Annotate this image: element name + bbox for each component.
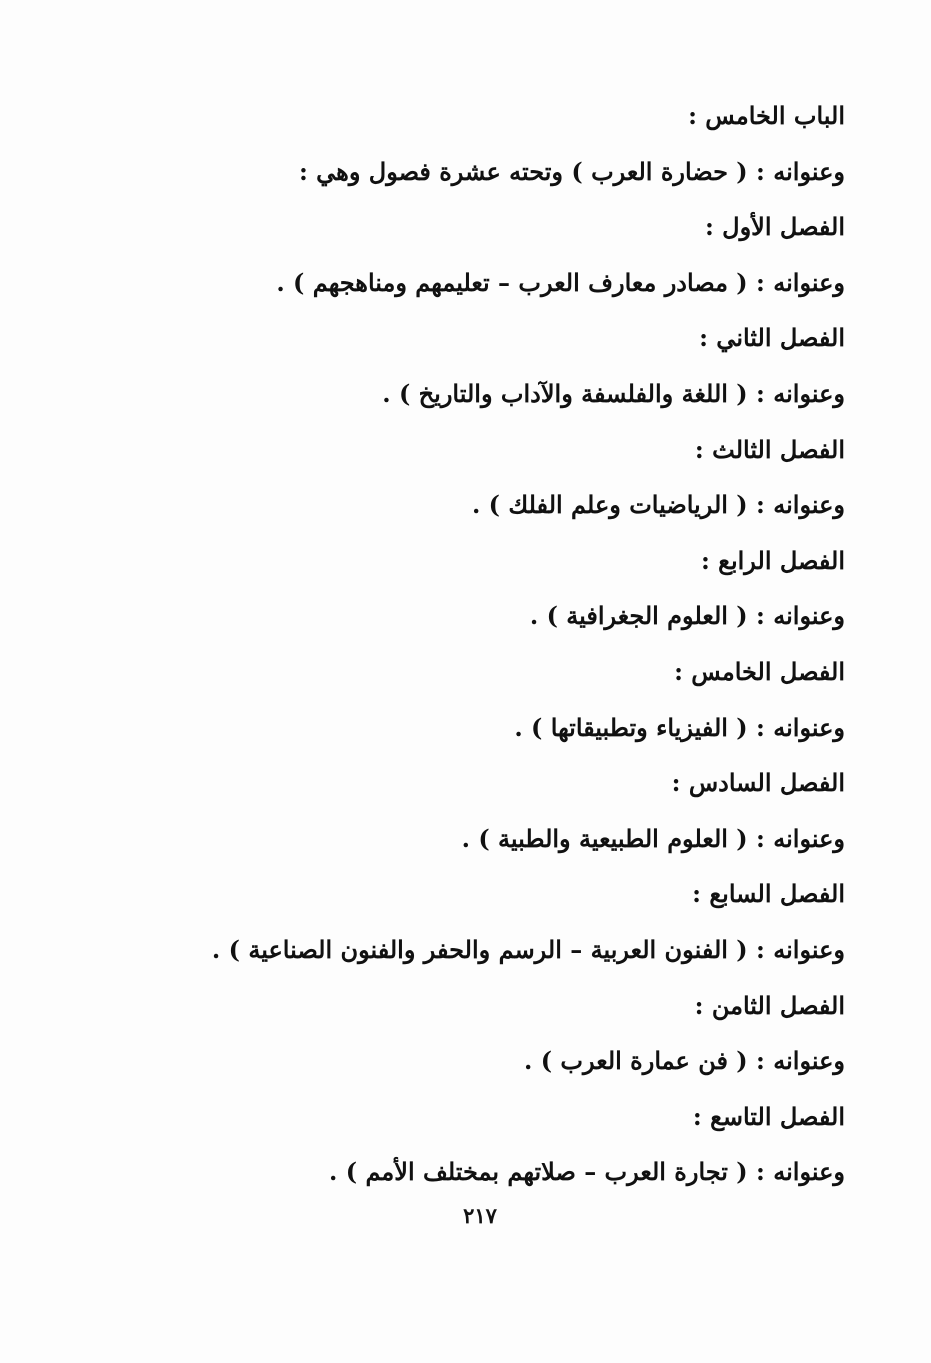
chapter-7-heading: الفصل السابع : [692, 879, 845, 909]
chapter-5-heading: الفصل الخامس : [674, 656, 845, 686]
chapter-9-title: وعنوانه : ( تجارة العرب – صلاتهم بمختلف الأمم ) . [329, 1157, 845, 1187]
page-number: ٢١٧ [463, 1203, 497, 1228]
chapter-3-heading: الفصل الثالث : [694, 434, 845, 464]
part-title-line: وعنوانه : ( حضارة العرب ) وتحته عشرة فصول وهي : [298, 156, 845, 186]
chapter-6-heading: الفصل السادس : [671, 768, 845, 798]
chapter-1-title: وعنوانه : ( مصادر معارف العرب – تعليمهم ومناهجهم ) . [276, 267, 845, 297]
part-heading: الباب الخامس : [688, 101, 845, 130]
chapter-6-title: وعنوانه : ( العلوم الطبيعية والطبية ) . [461, 823, 845, 853]
chapter-4-title: وعنوانه : ( العلوم الجغرافية ) . [529, 601, 845, 631]
chapter-2-title: وعنوانه : ( اللغة والفلسفة والآداب والتاريخ ) . [382, 378, 845, 408]
chapter-8-heading: الفصل الثامن : [694, 990, 845, 1020]
chapter-5-title: وعنوانه : ( الفيزياء وتطبيقاتها ) . [514, 712, 845, 742]
chapter-8-title: وعنوانه : ( فن عمارة العرب ) . [524, 1046, 845, 1076]
chapter-9-heading: الفصل التاسع : [692, 1101, 845, 1131]
chapter-2-heading: الفصل الثاني : [699, 323, 845, 353]
chapter-7-title: وعنوانه : ( الفنون العربية – الرسم والحفر والفنون الصناعية ) . [211, 934, 845, 964]
chapter-3-title: وعنوانه : ( الرياضيات وعلم الفلك ) . [471, 490, 845, 520]
chapter-1-heading: الفصل الأول : [704, 212, 845, 242]
document-body [145, 88, 845, 1200]
chapter-4-heading: الفصل الرابع : [700, 545, 845, 575]
